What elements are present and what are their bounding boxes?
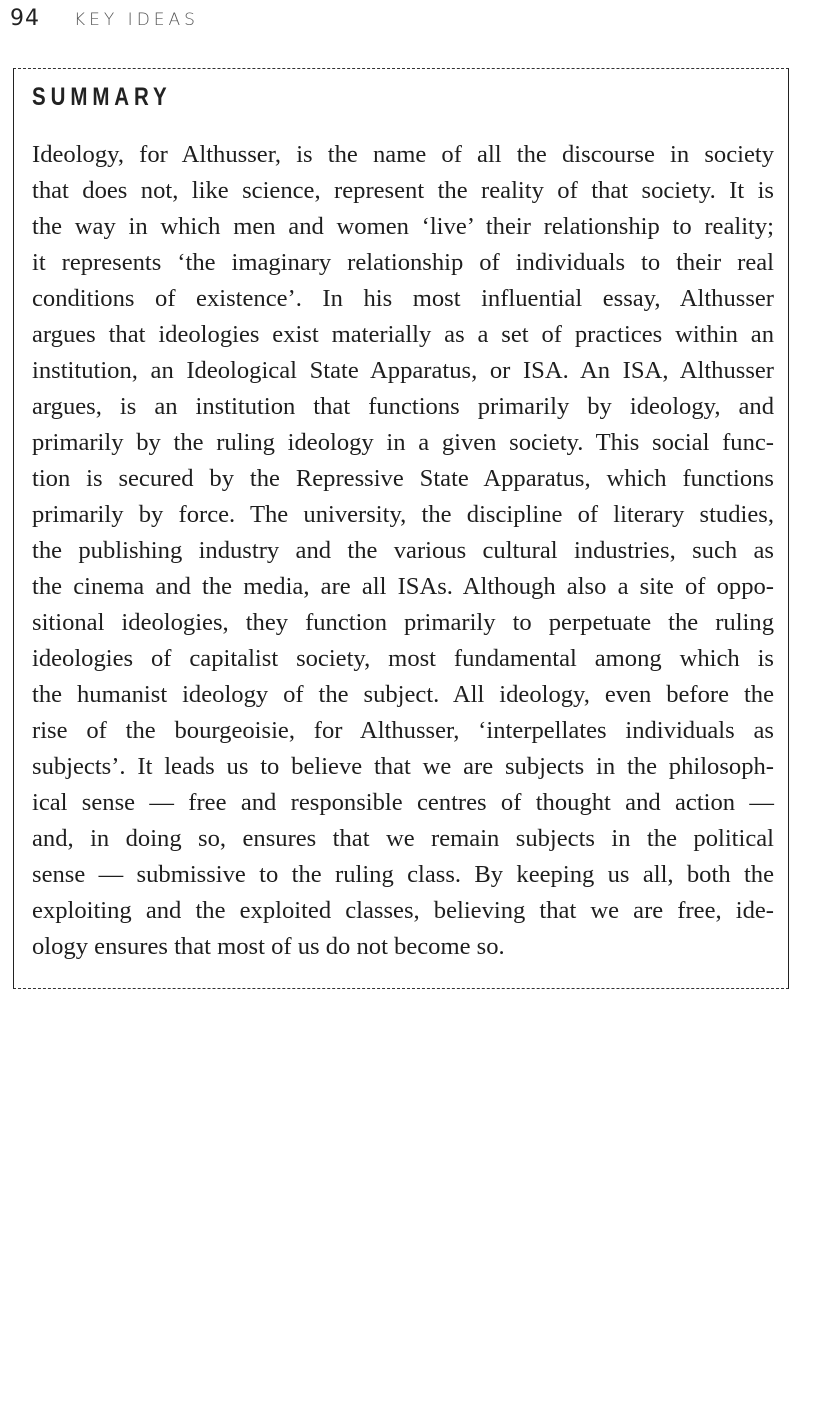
text-line: exploiting and the exploited classes, believing that we are free, ide- bbox=[32, 897, 774, 924]
page-number: 94 bbox=[10, 6, 40, 31]
running-head bbox=[10, 6, 199, 36]
summary-box bbox=[13, 68, 789, 989]
text-line: the way in which men and women ‘live’ their relationship to reality; bbox=[32, 213, 774, 240]
running-head-section-title: KEY IDEAS bbox=[74, 10, 199, 30]
summary-heading: SUMMARY bbox=[32, 83, 172, 111]
text-line: sense — submissive to the ruling class. By keeping us all, both the bbox=[32, 861, 774, 888]
text-line: Ideology, for Althusser, is the name of all the discourse in society bbox=[32, 141, 774, 168]
text-line: ideologies of capitalist society, most fundamental among which is bbox=[32, 645, 774, 672]
text-line: the cinema and the media, are all ISAs. Although also a site of oppo- bbox=[32, 573, 774, 600]
text-line: conditions of existence’. In his most influential essay, Althusser bbox=[32, 285, 774, 312]
text-line: ical sense — free and responsible centres of thought and action — bbox=[32, 789, 774, 816]
text-line: institution, an Ideological State Apparatus, or ISA. An ISA, Althusser bbox=[32, 357, 774, 384]
text-line: it represents ‘the imaginary relationship of individuals to their real bbox=[32, 249, 774, 276]
text-line: sitional ideologies, they function primarily to perpetuate the ruling bbox=[32, 609, 774, 636]
text-line: the publishing industry and the various cultural industries, such as bbox=[32, 537, 774, 564]
text-line: primarily by force. The university, the discipline of literary studies, bbox=[32, 501, 774, 528]
text-line: and, in doing so, ensures that we remain subjects in the political bbox=[32, 825, 774, 852]
text-line: subjects’. It leads us to believe that we are subjects in the philosoph- bbox=[32, 753, 774, 780]
summary-paragraph bbox=[32, 137, 774, 965]
text-line: argues, is an institution that functions primarily by ideology, and bbox=[32, 393, 774, 420]
text-line: tion is secured by the Repressive State Apparatus, which functions bbox=[32, 465, 774, 492]
text-line: rise of the bourgeoisie, for Althusser, ‘interpellates individuals as bbox=[32, 717, 774, 744]
text-line: ology ensures that most of us do not become so. bbox=[32, 933, 505, 960]
text-line: that does not, like science, represent the reality of that society. It is bbox=[32, 177, 774, 204]
text-line: argues that ideologies exist materially as a set of practices within an bbox=[32, 321, 774, 348]
text-line: the humanist ideology of the subject. All ideology, even before the bbox=[32, 681, 774, 708]
text-line: primarily by the ruling ideology in a given society. This social func- bbox=[32, 429, 774, 456]
